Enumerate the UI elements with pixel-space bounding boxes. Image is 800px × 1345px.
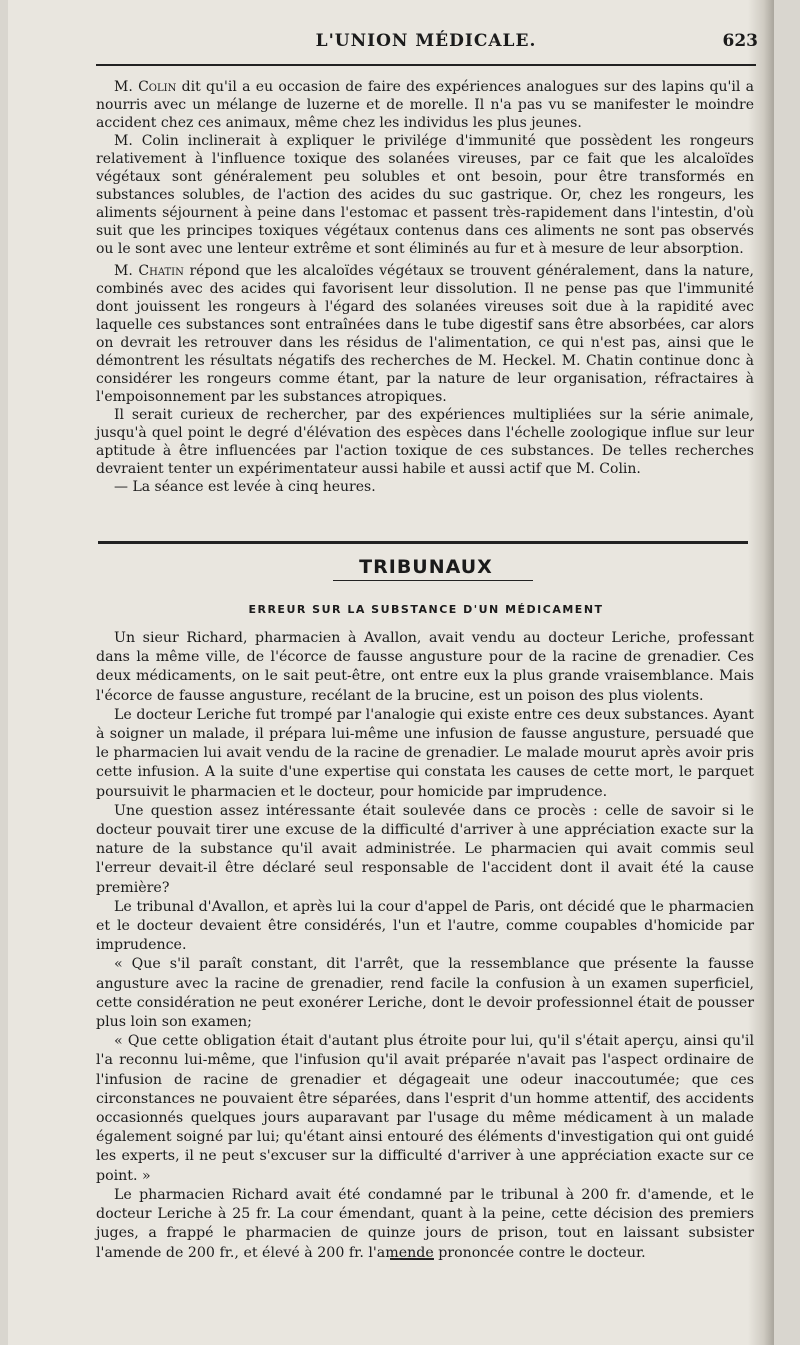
article-paragraph: Une question assez intéressante était soulevée dans ce procès : celle de savoir si le docteur pouvait tirer une excuse de la difficulté d'arriver à une appréciation exacte sur la nature de la substance qu'il avait administrée. Le pharmacien qui avait commis seul l'erreur devait-il être déclaré seul responsable de l'accident dont il avait été la cause première?	[96, 802, 754, 896]
article-paragraph: « Que s'il paraît constant, dit l'arrêt, que la ressemblance que présente la fausse angusture avec la racine de grenadier, rend facile la confusion à un examen superficiel, cette considération ne peut exonérer Leriche, dont le devoir professionnel était de pousser plus loin son examen;	[96, 956, 754, 1031]
section-rule	[98, 541, 748, 544]
paragraph-text: dit qu'il a eu occasion de faire des expériences analogues sur des lapins qu'il a nourris avec un mélange de luzerne et de morelle. Il n'a pas vu se manifester le moindre accident chez ces animaux, même chez les individus les plus jeunes.	[96, 79, 754, 131]
paragraph-text: répond que les alcaloïdes végétaux se trouvent généralement, dans la nature, combinés avec des acides qui favorisent leur dissolution. Il ne pense pas que l'immunité dont jouissent les rongeurs à l'égard des solanées vireuses soit due à la rapidité avec laquelle ces substances sont entraînées dans le tube digestif sans être absorbées, car alors on devrait les retrouver dans les résidus de l'alimentation, ce qui n'est pas, ainsi que le démontrent les résultats négatifs des recherches de M. Heckel. M. Chatin continue donc à considérer les rongeurs comme étant, par la nature de leur organisation, réfractaires à l'empoisonnement par les substances atropiques.	[96, 263, 754, 405]
paragraph-session-close	[96, 478, 754, 496]
section-title: TRIBUNAUX	[359, 556, 493, 578]
paragraph-research	[96, 406, 754, 478]
article-paragraph: Un sieur Richard, pharmacien à Avallon, avait vendu au docteur Leriche, professant dans la même ville, de l'écorce de fausse angusture pour de la racine de grenadier. Ces deux médicaments, on le sait peut-être, ont entre eux la plus grande vraisemblance. Mais l'écorce de fausse angusture, recélant de la brucine, est un poison des plus violents.	[96, 630, 754, 704]
page	[8, 0, 774, 1345]
paragraph-chatin	[96, 262, 754, 406]
speaker-name: M. Colin	[114, 79, 177, 95]
paragraph-text: Il serait curieux de rechercher, par des expériences multipliées sur la série animale, jusqu'à quel point le degré d'élévation des espèces dans l'échelle zoologique influe sur leur aptitude à être influencées par l'action toxique de ces substances. De telles recherches devraient tenter un expérimentateur aussi habile et aussi actif que M. Colin.	[96, 407, 754, 477]
header-rule	[96, 64, 756, 66]
academy-discussion	[96, 78, 754, 496]
running-title: L'UNION MÉDICALE.	[315, 31, 537, 51]
article-paragraph: Le docteur Leriche fut trompé par l'analogie qui existe entre ces deux substances. Ayant à soigner un malade, il prépara lui-même une infusion de fausse angusture, persuadé que le pharmacien lui avait vendu de la racine de grenadier. Le malade mourut après avoir pris cette infusion. A la suite d'une expertise qui constata les causes de cette mort, le parquet poursuivit le pharmacien et le docteur, pour homicide par imprudence.	[96, 706, 754, 800]
tribunaux-article	[96, 629, 754, 1263]
article-paragraph: « Que cette obligation était d'autant plus étroite pour lui, qu'il s'était aperçu, ainsi qu'il l'a reconnu lui-même, que l'infusion qu'il avait préparée n'avait pas l'aspect ordinaire de l'infusion de racine de grenadier et dégageait une odeur inaccoutumée; que ces circonstances ne pouvaient être séparées, dans l'esprit d'un homme attentif, des accidents occasionnés quelques jours auparavant par l'usage du même médicament à un malade également soigné par lui; qu'étant ainsi entouré des éléments d'investigation qui ont guidé les experts, il ne peut s'excuser sur la difficulté d'arriver à une appréciation exacte sur ce point. »	[96, 1033, 754, 1184]
paragraph-text: M. Colin inclinerait à expliquer le privilége d'immunité que possèdent les rongeurs relativement à l'influence toxique des solanées vireuses, par ce fait que les alcaloïdes végétaux sont généralement peu solubles et ont besoin, pour être transformés en substances solubles, de l'action des acides du suc gastrique. Or, chez les rongeurs, les aliments séjournent à peine dans l'estomac et passent très-rapidement dans l'intestin, d'où suit que les principes toxiques végétaux contenus dans ces aliments ne sont pas observés ou le sont avec une lenteur extrême et sont éliminés au fur et à mesure de leur absorption.	[96, 133, 754, 257]
page-header	[94, 31, 758, 59]
end-rule	[390, 1258, 434, 1260]
paragraph-colin	[96, 78, 754, 132]
subsection-title: ERREUR SUR LA SUBSTANCE D'UN MÉDICAMENT	[248, 603, 604, 616]
article-paragraph: Le tribunal d'Avallon, et après lui la cour d'appel de Paris, ont décidé que le pharmacien et le docteur devaient être considérés, l'un et l'autre, comme coupables d'homicide par imprudence.	[96, 898, 754, 954]
paragraph-colin-explanation	[96, 132, 754, 258]
title-underline	[333, 580, 533, 581]
article-paragraph: Le pharmacien Richard avait été condamné par le tribunal à 200 fr. d'amende, et le docteur Leriche à 25 fr. La cour émendant, quant à la peine, cette décision des premiers juges, a frappé le pharmacien de quinze jours de prison, tout en laissant subsister l'amende de 200 fr., et élevé à 200 fr. l'amende prononcée contre le docteur.	[96, 1186, 754, 1261]
page-number: 623	[722, 31, 758, 51]
paragraph-text: — La séance est levée à cinq heures.	[114, 479, 376, 495]
speaker-name: M. Chatin	[114, 263, 184, 279]
